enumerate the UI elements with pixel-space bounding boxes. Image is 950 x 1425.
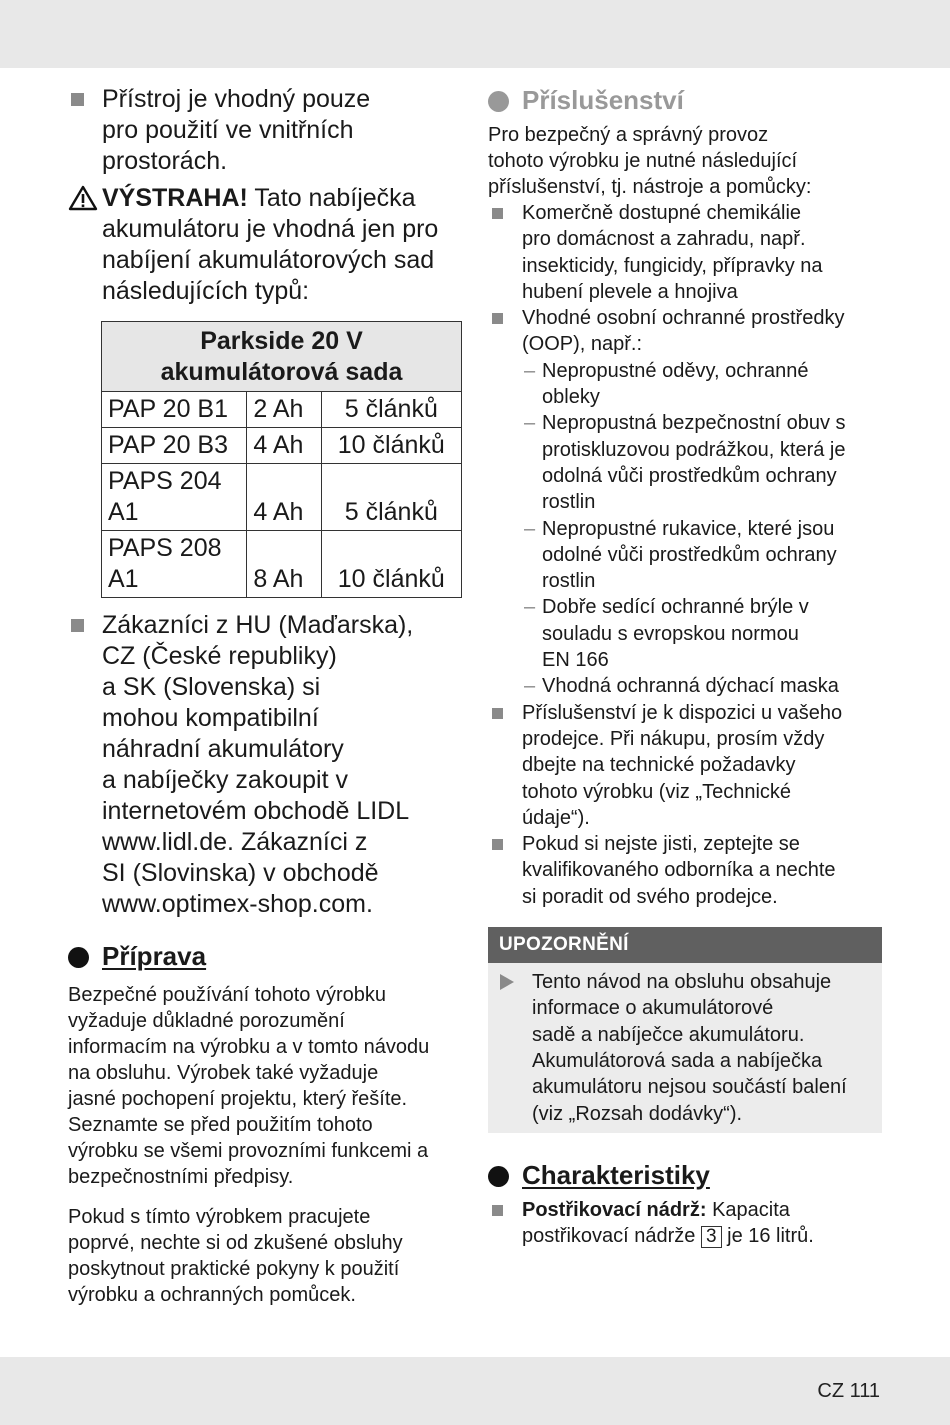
- sub-item-clothing: – Nepropustné oděvy, ochranné obleky: [524, 359, 809, 409]
- heading-characteristics: Charakteristiky: [488, 1159, 882, 1191]
- dash-bullet: –: [524, 359, 536, 382]
- square-bullet-icon: [71, 93, 84, 106]
- list-item-availability: Příslušenství je k dispozici u vašeho prodejce. Při nákupu, prosím vždy dbejte na technické požadavky tohoto výrobku (viz „Technické údaje“).: [488, 700, 882, 831]
- heading-accessories: Příslušenství: [488, 84, 882, 116]
- square-bullet-icon: [492, 208, 503, 219]
- square-bullet-icon: [492, 839, 503, 850]
- triangle-bullet-icon: [500, 974, 514, 990]
- left-column: [68, 84, 468, 1322]
- square-bullet-icon: [492, 1205, 503, 1216]
- bullet-dot-icon: [68, 947, 89, 968]
- sub-item-goggles: – Dobře sedící ochranné brýle v souladu s evropskou normou EN 166: [524, 596, 809, 672]
- bullet-dot-icon: [488, 91, 509, 112]
- dash-bullet: –: [524, 517, 536, 540]
- dash-bullet: –: [524, 596, 536, 619]
- table-row: PAPS 204 A1 4 Ah 5 článků: [102, 464, 462, 531]
- footer-band: [0, 1357, 950, 1425]
- list-item-ask-expert: Pokud si nejste jisti, zeptejte se kvalifikovaného odborníka a nechte si poradit od svého prodejce.: [488, 831, 882, 910]
- notice-box: [488, 927, 882, 1133]
- right-column: [488, 84, 882, 1249]
- warning-triangle-icon: [68, 185, 98, 211]
- list-item-ppe: Vhodné osobní ochranné prostředky (OOP), např.:: [488, 305, 882, 358]
- battery-table: [101, 321, 462, 598]
- part-reference-box: 3: [701, 1226, 722, 1248]
- sub-item-footwear: – Nepropustná bezpečnostní obuv s protiskluzovou podrážkou, která je odolná vůči prostředkům ochrany rostlin: [524, 412, 846, 514]
- heading-preparation: Příprava: [68, 940, 468, 972]
- square-bullet-icon: [492, 708, 503, 719]
- page-number: CZ 111: [817, 1380, 880, 1402]
- warning-block: VÝSTRAHA! Tato nabíječka akumulátoru je vhodná jen pro nabíjení akumulátorových sad následujících typů:: [68, 183, 468, 307]
- warning-label: VÝSTRAHA!: [102, 184, 248, 212]
- header-band: [0, 0, 950, 68]
- preparation-paragraph-2: Pokud s tímto výrobkem pracujete poprvé, nechte si od zkušené obsluhy poskytnout praktické pokyny k použití výrobku a ochranných pomůcek.: [68, 1206, 403, 1306]
- table-row: PAP 20 B3 4 Ah 10 článků: [102, 428, 462, 464]
- bullet-indoor-use: Přístroj je vhodný pouze pro použití ve vnitřních prostorách.: [68, 84, 468, 177]
- notice-title: UPOZORNĚNÍ: [488, 927, 882, 963]
- square-bullet-icon: [71, 619, 84, 632]
- bullet-customers: Zákazníci z HU (Maďarska), CZ (České republiky) a SK (Slovenska) si mohou kompatibilní náhradní akumulátory a nabíječky zakoupit v internetovém obchodě LIDL www.lidl.de. Zákazníci z SI (Slovinska) v obchodě www.optimex-shop.com.: [68, 610, 468, 920]
- bullet-dot-icon: [488, 1166, 509, 1187]
- table-header: Parkside 20 V akumulátorová sada: [102, 322, 462, 392]
- sub-item-gloves: – Nepropustné rukavice, které jsou odolné vůči prostředkům ochrany rostlin: [524, 517, 837, 593]
- table-header-row: [102, 322, 462, 392]
- notice-body: Tento návod na obsluhu obsahuje informace o akumulátorové sadě a nabíječce akumulátoru. Akumulátorová sada a nabíječka akumulátoru nejsou součástí balení (viz „Rozsah dodávky“).: [488, 963, 882, 1133]
- table-row: PAP 20 B1 2 Ah 5 článků: [102, 392, 462, 428]
- preparation-paragraph-1: Bezpečné používání tohoto výrobku vyžaduje důkladné porozumění informacím na výrobku a v tomto návodu na obsluhu. Výrobek také vyžaduje jasné pochopení projektu, který řešíte. Seznamte se před použitím tohoto výrobku se všemi provozními funkcemi a bezpečnostními předpisy.: [68, 984, 430, 1188]
- list-item-spray-tank: Postřikovací nádrž: Kapacita postřikovací nádrže 3 je 16 litrů.: [488, 1197, 882, 1250]
- list-item-chemicals: Komerčně dostupné chemikálie pro domácnost a zahradu, např. insekticidy, fungicidy, přípravky na hubení plevele a hnojiva: [488, 200, 882, 305]
- square-bullet-icon: [492, 313, 503, 324]
- sub-item-mask: – Vhodná ochranná dýchací maska: [488, 673, 882, 699]
- dash-bullet: –: [524, 412, 536, 435]
- accessories-intro: Pro bezpečný a správný provoz tohoto výrobku je nutné následující příslušenství, tj. nástroje a pomůcky:: [488, 124, 812, 198]
- dash-bullet: –: [524, 675, 536, 698]
- table-row: PAPS 208 A1 8 Ah 10 článků: [102, 531, 462, 598]
